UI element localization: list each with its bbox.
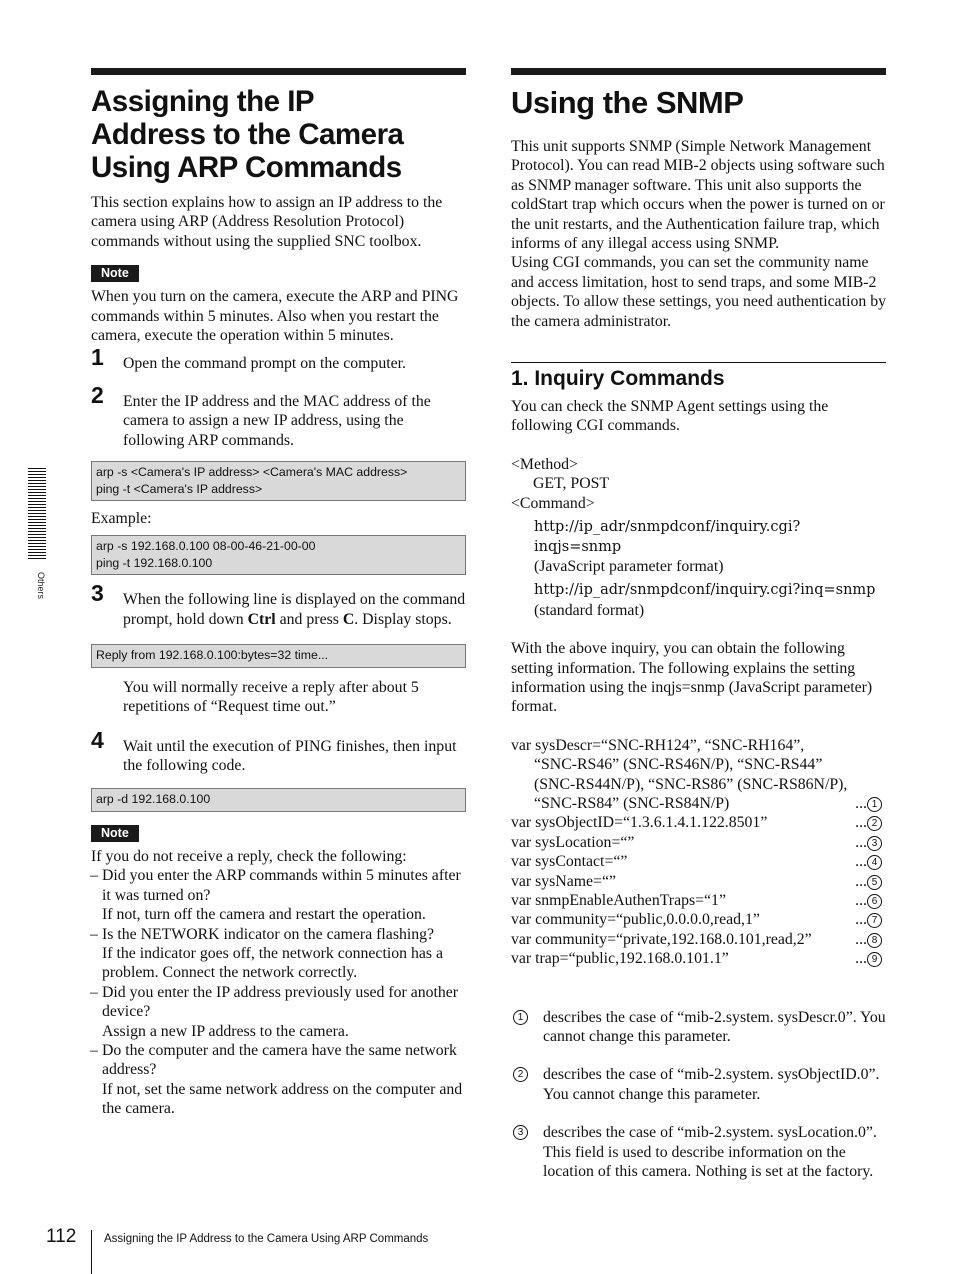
circled-number: 7 <box>867 913 882 928</box>
var-text: var sysName=“” <box>511 872 616 890</box>
snmp-intro: This unit supports SNMP (Simple Network Management Protocol). You can read MIB-2 objects using software such as SNMP manager software. This unit also supports the coldStart trap which occurs when the power is turned on or the unit restarts, and the Authentication failure trap, which informs of any illegal access using SNMP. <box>511 138 885 253</box>
circled-number: 3 <box>867 836 882 851</box>
var-text: var trap=“public,192.168.0.101.1” <box>511 950 729 968</box>
ellipsis: ... <box>855 930 867 948</box>
step-text: Enter the IP address and the MAC address of the camera to assign a new IP address, using the following ARP commands. <box>123 392 431 449</box>
right-column <box>511 68 886 1181</box>
check-item <box>91 925 466 983</box>
reference-marker <box>855 891 882 910</box>
ellipsis: ... <box>855 950 867 968</box>
step-4 <box>91 726 466 776</box>
step-3-note: You will normally receive a reply after about 5 repetitions of “Request time out.” <box>123 678 419 716</box>
var-line <box>511 833 886 852</box>
code-block-arp-delete <box>91 788 466 812</box>
check-answer: If not, set the same network address on the computer and the camera. <box>102 1080 463 1118</box>
var-text: (SNC-RS44N/P), “SNC-RS86” (SNC-RS86N/P), <box>534 775 848 793</box>
var-line <box>511 891 886 910</box>
var-line <box>511 949 886 968</box>
var-line <box>511 910 886 929</box>
note-text: When you turn on the camera, execute the ARP and PING commands within 5 minutes. Also when you restart the camera, execute the operation within 5 minutes. <box>91 288 459 345</box>
code-line: ping -t <Camera's IP address> <box>96 481 263 496</box>
title-rule <box>91 68 466 75</box>
var-text: var sysLocation=“” <box>511 833 635 851</box>
method-value: GET, POST <box>533 475 610 493</box>
url-block-1 <box>511 518 886 576</box>
cgi-url: http://ip_adr/snmpdconf/inquiry.cgi?inq=snmp <box>534 582 876 599</box>
explain-text: With the above inquiry, you can obtain the following setting information. The following explains the setting information using the inqjs=snmp (JavaScript parameter) format. <box>511 640 873 716</box>
section-title: Using the SNMP <box>511 85 744 120</box>
page-title: Assigning the IP Address to the Camera Using ARP Commands <box>91 85 404 184</box>
footer-divider <box>91 1230 92 1274</box>
reference-marker <box>855 794 882 813</box>
method-label: <Method> <box>511 455 578 473</box>
var-text: var sysContact=“” <box>511 853 628 871</box>
ellipsis: ... <box>855 892 867 909</box>
command-label: <Command> <box>511 494 595 512</box>
code-line: arp -s 192.168.0.100 08-00-46-21-00-00 <box>96 539 316 554</box>
side-label: Others <box>36 572 46 600</box>
title-rule <box>511 68 886 75</box>
url-block-2 <box>511 581 886 620</box>
step-text: . Display stops. <box>354 610 452 628</box>
section-tab-marker <box>28 468 46 561</box>
var-text: var sysDescr=“SNC-RH124”, “SNC-RH164”, <box>511 736 805 754</box>
var-line <box>511 794 886 813</box>
check-question: – Do the computer and the camera have the same network address? <box>102 1041 457 1079</box>
reference-marker <box>855 910 882 929</box>
var-text: “SNC-RS46” (SNC-RS46N/P), “SNC-RS44” <box>534 756 823 774</box>
step-2 <box>91 381 466 450</box>
circled-number: 8 <box>867 933 882 948</box>
subsection-title: 1. Inquiry Commands <box>511 362 886 391</box>
ellipsis: ... <box>855 794 867 812</box>
step-number: 4 <box>91 726 104 753</box>
description-item <box>511 1065 886 1104</box>
circled-number: 5 <box>867 875 882 890</box>
circled-number: 1 <box>867 797 882 812</box>
circled-number: 6 <box>867 894 882 909</box>
var-line <box>511 930 886 949</box>
ellipsis: ... <box>855 872 867 890</box>
description-text: describes the case of “mib-2.system. sysDescr.0”. You cannot change this parameter. <box>543 1008 886 1046</box>
code-block-reply <box>91 644 466 668</box>
step-text: Open the command prompt on the computer. <box>123 355 406 373</box>
reference-marker <box>855 833 882 852</box>
code-block-example <box>91 535 466 575</box>
var-text: “SNC-RS84” (SNC-RS84N/P) <box>534 794 730 812</box>
var-line <box>511 872 886 891</box>
circled-number: 3 <box>513 1125 528 1140</box>
intro-text: This section explains how to assign an IP address to the camera using ARP (Address Resolution Protocol) commands without using the supplied SNC toolbox. <box>91 194 443 250</box>
step-3 <box>91 580 466 629</box>
var-text: var sysObjectID=“1.3.6.1.4.1.122.8501” <box>511 814 768 832</box>
circled-number: 4 <box>867 855 882 870</box>
step-text: When the following line is displayed on the command prompt, hold down <box>123 591 466 628</box>
ellipsis: ... <box>855 814 867 832</box>
ellipsis: ... <box>855 833 867 851</box>
description-item <box>511 1008 886 1047</box>
check-question: – Did you enter the ARP commands within 5 minutes after it was turned on? <box>102 867 461 904</box>
circled-number: 9 <box>867 952 882 967</box>
description-text: describes the case of “mib-2.system. sysLocation.0”. This field is used to describe information on the location of this camera. Nothing is set at the factory. <box>543 1124 877 1181</box>
var-line <box>511 775 886 794</box>
snmp-intro-2: Using CGI commands, you can set the community name and access limitation, host to send traps, and some MIB-2 objects. To allow these settings, you need authentication by the camera administrator. <box>511 254 887 330</box>
circled-number: 2 <box>867 816 882 831</box>
check-answer: If the indicator goes off, the network connection has a problem. Connect the network correctly. <box>102 944 443 982</box>
subsection-intro: You can check the SNMP Agent settings using the following CGI commands. <box>511 398 829 435</box>
var-line <box>511 852 886 871</box>
var-line <box>511 736 886 755</box>
ellipsis: ... <box>855 853 867 871</box>
var-line <box>511 755 886 774</box>
check-item <box>91 1041 466 1119</box>
reference-marker <box>855 872 882 891</box>
reference-marker <box>855 813 882 832</box>
var-text: var community=“public,0.0.0.0,read,1” <box>511 911 760 929</box>
note-badge: Note <box>91 825 139 842</box>
step-number: 1 <box>91 344 104 371</box>
code-line: arp -s <Camera's IP address> <Camera's MAC address> <box>96 465 408 480</box>
url-format: (standard format) <box>534 601 645 619</box>
cgi-url: http://ip_adr/snmpdconf/inquiry.cgi?inqjs=snmp <box>534 519 801 555</box>
var-list <box>511 736 886 969</box>
page-number: 112 <box>46 1226 77 1247</box>
code-block-arp-syntax <box>91 461 466 501</box>
reference-marker <box>855 949 882 968</box>
step-text: and press <box>275 610 343 628</box>
code-line: arp -d 192.168.0.100 <box>96 792 211 807</box>
step-number: 3 <box>91 580 104 607</box>
var-text: var community=“private,192.168.0.101,read,2” <box>511 930 812 948</box>
ellipsis: ... <box>855 911 867 929</box>
description-text: describes the case of “mib-2.system. sysObjectID.0”. You cannot change this parameter. <box>543 1066 880 1103</box>
left-column <box>91 68 466 1119</box>
circled-number: 1 <box>513 1010 528 1025</box>
url-format: (JavaScript parameter format) <box>534 557 724 575</box>
code-line: Reply from 192.168.0.100:bytes=32 time... <box>96 648 329 663</box>
var-line <box>511 813 886 832</box>
step-1 <box>91 344 466 373</box>
note-intro: If you do not receive a reply, check the following: <box>91 847 407 865</box>
check-answer: Assign a new IP address to the camera. <box>102 1022 349 1040</box>
reference-marker <box>855 930 882 949</box>
check-item <box>91 866 466 924</box>
check-question: – Did you enter the IP address previously used for another device? <box>102 983 459 1021</box>
code-line: ping -t 192.168.0.100 <box>96 555 213 570</box>
key-ctrl: Ctrl <box>247 610 276 628</box>
check-answer: If not, turn off the camera and restart the operation. <box>102 906 426 924</box>
key-c: C <box>342 610 355 628</box>
running-footer: Assigning the IP Address to the Camera Using ARP Commands <box>104 1233 429 1245</box>
var-text: var snmpEnableAuthenTraps=“1” <box>511 892 726 909</box>
reference-marker <box>855 852 882 871</box>
check-item <box>91 983 466 1041</box>
check-question: – Is the NETWORK indicator on the camera flashing? <box>102 925 435 943</box>
note-badge: Note <box>91 265 139 282</box>
description-item <box>511 1123 886 1181</box>
step-text: Wait until the execution of PING finishes, then input the following code. <box>123 737 457 774</box>
circled-number: 2 <box>513 1067 528 1082</box>
example-label: Example: <box>91 510 152 528</box>
step-number: 2 <box>91 381 104 408</box>
